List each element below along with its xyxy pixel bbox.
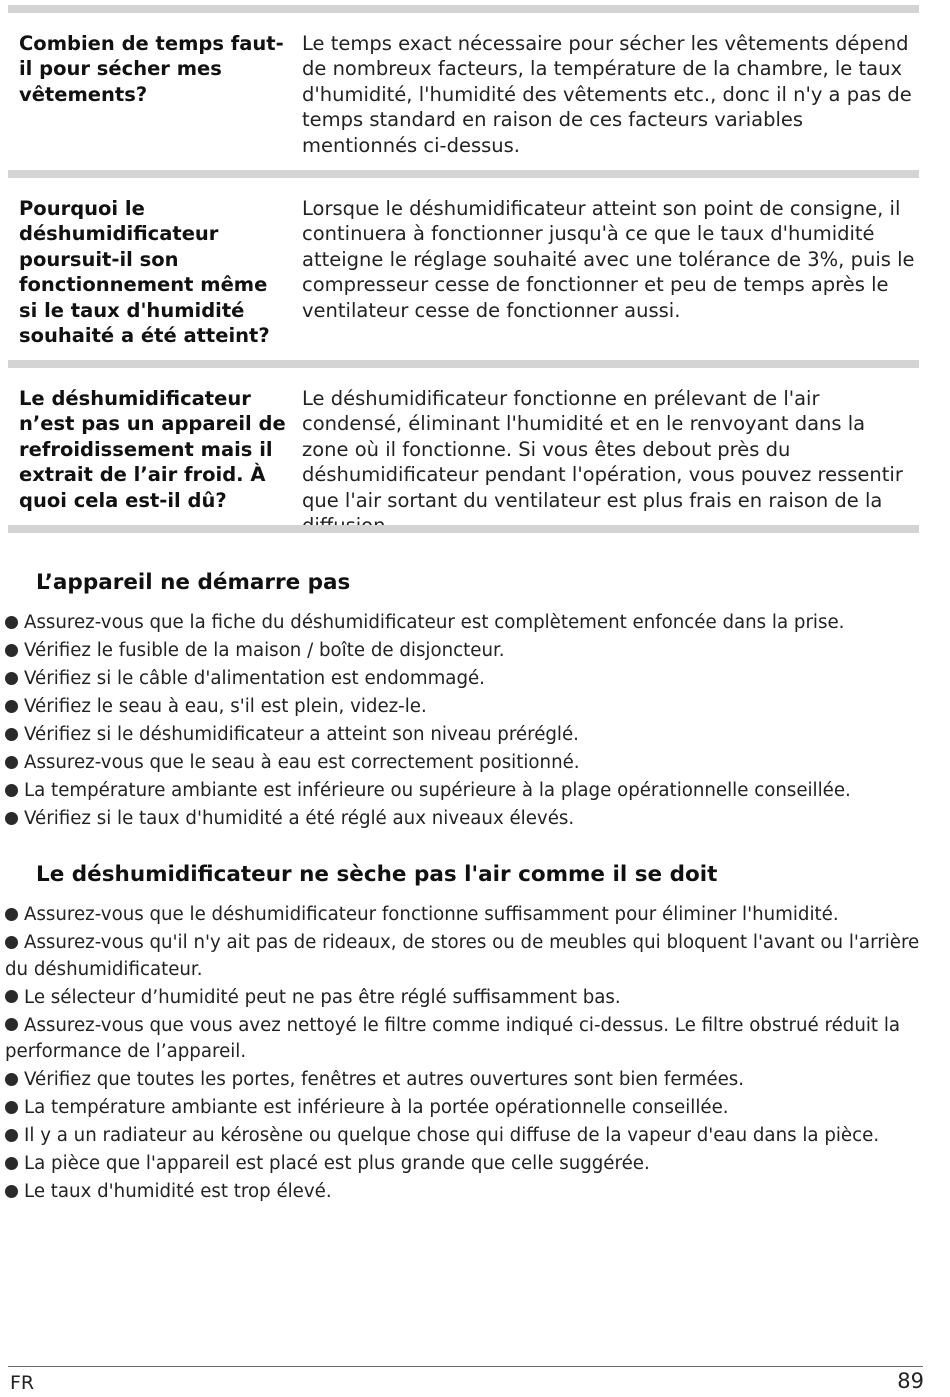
list-item: Le taux d'humidité est trop élevé. — [5, 1179, 927, 1206]
footer-divider — [8, 1366, 923, 1367]
bullet-icon — [5, 812, 18, 825]
bullet-icon — [5, 784, 18, 797]
list-item: Assurez-vous que le seau à eau est correctement positionné. — [5, 749, 927, 777]
bullet-list-not-drying — [5, 902, 927, 1207]
list-item: Le sélecteur d’humidité peut ne pas être réglé suffisamment bas. — [5, 985, 927, 1012]
faq-question: Combien de temps faut-il pour sécher mes vêtements? — [19, 32, 284, 106]
faq-answer: Lorsque le déshumidificateur atteint son point de consigne, il continuera à fonctionner jusqu'à ce que le taux d'humidité atteigne le réglage souhaité avec une tolérance de 3%, puis le compresseur cesse de fonctionner et peu de temps après le ventilateur cesse de fonctionner aussi. — [302, 197, 915, 322]
bullet-icon — [5, 936, 18, 949]
list-item: Vérifiez le seau à eau, s'il est plein, videz-le. — [5, 693, 927, 721]
faq-answer: Le déshumidificateur fonctionne en prélevant de l'air condensé, éliminant l'humidité et en le renvoyant dans la zone où il fonctionne. Si vous êtes debout près du déshumidificateur pendant l'opération, vous pouvez ressentir que l'air sortant du ventilateur est plus frais en raison de la — [302, 387, 903, 512]
bullet-icon — [5, 756, 18, 769]
faq-row — [8, 170, 919, 360]
bullet-icon — [5, 644, 18, 657]
list-item: Vérifiez si le taux d'humidité a été réglé aux niveaux élevés. — [5, 805, 927, 833]
bullet-icon — [5, 728, 18, 741]
bullet-icon — [5, 700, 18, 713]
list-item: Vérifiez le fusible de la maison / boîte de disjoncteur. — [5, 637, 927, 665]
bullet-icon — [5, 1185, 18, 1198]
bullet-icon — [5, 990, 18, 1003]
bullet-icon — [5, 908, 18, 921]
bullet-icon — [5, 616, 18, 629]
faq-row — [8, 360, 919, 525]
bullet-list-no-start — [5, 609, 927, 833]
bullet-icon — [5, 1129, 18, 1142]
bullet-icon — [5, 672, 18, 685]
section-title-not-drying: Le déshumidificateur ne sèche pas l'air comme il se doit — [36, 862, 718, 887]
faq-row — [8, 5, 919, 170]
table-bottom-divider — [8, 525, 919, 533]
list-item: La température ambiante est inférieure à la portée opérationnelle conseillée. — [5, 1095, 927, 1122]
list-item: Il y a un radiateur au kérosène ou quelque chose qui diffuse de la vapeur d'eau dans la pièce. — [5, 1123, 927, 1150]
page-number: 89 — [897, 1369, 924, 1393]
list-item: Vérifiez que toutes les portes, fenêtres et autres ouvertures sont bien fermées. — [5, 1067, 927, 1094]
list-item: Assurez-vous que vous avez nettoyé le filtre comme indiqué ci-dessus. Le filtre obstrué réduit la performance de l’appareil. — [5, 1014, 901, 1062]
bullet-icon — [5, 1101, 18, 1114]
list-item: Vérifiez si le câble d'alimentation est endommagé. — [5, 665, 927, 693]
list-item: Vérifiez si le déshumidificateur a atteint son niveau préréglé. — [5, 721, 927, 749]
faq-question: Pourquoi le déshumidificateur poursuit-il son fonctionnement même si le taux d'humidité souhaité a été atteint? — [19, 197, 270, 348]
footer-language: FR — [10, 1372, 35, 1394]
list-item: La pièce que l'appareil est placé est plus grande que celle suggérée. — [5, 1151, 927, 1178]
faq-question: Le déshumidificateur n’est pas un appareil de refroidissement mais il extrait de l’air froid. À quoi cela est-il dû? — [19, 387, 286, 512]
list-item: Assurez-vous qu'il n'y ait pas de rideaux, de stores ou de meubles qui bloquent l'avant ou l'arrière du déshumidificateur. — [5, 932, 920, 980]
bullet-icon — [5, 1018, 18, 1031]
list-item: La température ambiante est inférieure ou supérieure à la plage opérationnelle conseillée. — [5, 777, 927, 805]
list-item: Assurez-vous que le déshumidificateur fonctionne suffisamment pour éliminer l'humidité. — [5, 902, 927, 929]
faq-answer: Le temps exact nécessaire pour sécher les vêtements dépend de nombreux facteurs, la température de la chambre, le taux d'humidité, l'humidité des vêtements etc., donc il n'y a pas de temps standard en raison de ces facteurs variables mentionnés ci-dessus. — [302, 32, 912, 157]
bullet-icon — [5, 1073, 18, 1086]
bullet-icon — [5, 1157, 18, 1170]
section-title-no-start: L’appareil ne démarre pas — [36, 570, 351, 595]
list-item: Assurez-vous que la fiche du déshumidificateur est complètement enfoncée dans la prise. — [5, 609, 927, 637]
